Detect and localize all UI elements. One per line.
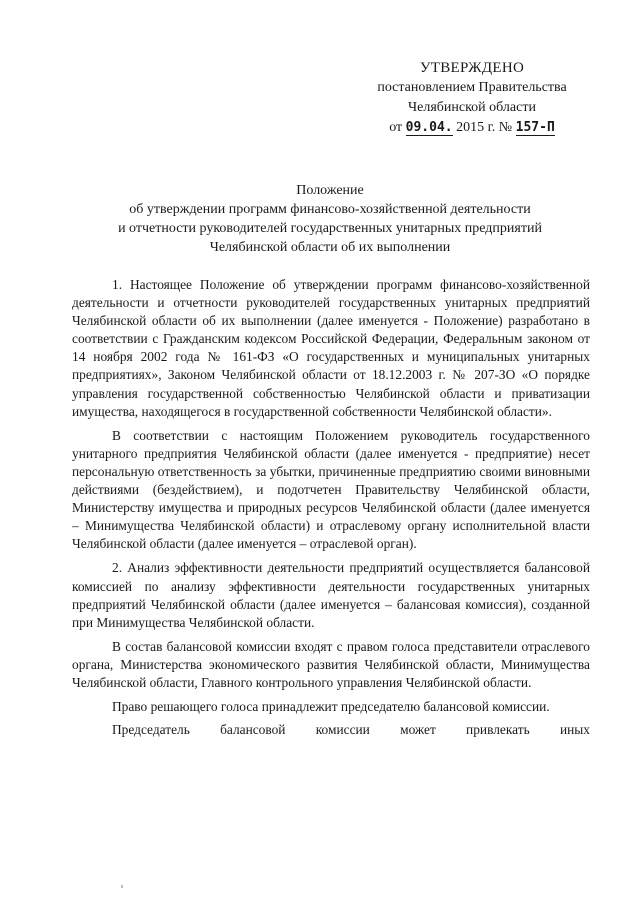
- paragraph-6: Председатель балансовой комиссии может привлекать иных: [112, 722, 590, 738]
- handwritten-number: 157-П: [515, 120, 555, 135]
- paragraph-2: В соответствии с настоящим Положением руководитель государственного унитарного предприятия Челябинской области (далее именуется - предприятие) несет персональную ответственность за убытки, причиненные предприятию своими виновными действиями (бездействием), и подотчетен Правительству Челябинской области, Министерству имущества и природных ресурсов Челябинской области (далее именуется – Минимущества Челябинской области) и отраслевому органу исполнительной власти Челябинской области (далее именуется – отраслевой орган).: [72, 427, 590, 552]
- date-suffix: 2015 г. №: [456, 120, 513, 135]
- paragraph-5: Право решающего голоса принадлежит председателю балансовой комиссии.: [112, 699, 550, 715]
- title-line-3: и отчетности руководителей государственных унитарных предприятий: [118, 221, 542, 236]
- approval-date-line: [352, 118, 592, 138]
- title-line-2: об утверждении программ финансово-хозяйственной деятельности: [129, 202, 531, 217]
- document-title: [70, 181, 590, 257]
- paragraph-3: 2. Анализ эффективности деятельности предприятий осуществляется балансовой комиссией по анализу эффективности деятельности государственных унитарных предприятий Челябинской области (далее именуется – балансовая комиссия), созданной при Минимущества Челябинской области.: [72, 560, 590, 630]
- title-line-1: Положение: [296, 183, 364, 198]
- paragraph-4: В состав балансовой комиссии входят с правом голоса представители отраслевого органа, Министерства экономического развития Челябинской области, Минимущества Челябинской области, Главного контрольного управления Челябинской области.: [72, 638, 590, 690]
- approval-line-region: Челябинской области: [408, 100, 536, 115]
- approval-line-government: постановлением Правительства: [377, 80, 567, 95]
- approval-stamp-block: [352, 58, 592, 138]
- date-prefix: от: [389, 120, 403, 135]
- title-line-4: Челябинской области об их выполнении: [209, 240, 451, 255]
- paragraph-1: 1. Настоящее Положение об утверждении программ финансово-хозяйственной деятельности и отчетности руководителей государственных унитарных предприятий Челябинской области об их выполнении (далее именуется - Положение) разработано в соответствии с Гражданским кодексом Российской Федерации, Федеральным законом от 14 ноября 2002 года № 161-ФЗ «О государственных и муниципальных унитарных предприятиях», Законом Челябинской области от 18.12.2003 г. № 207-ЗО «О порядке управления государственной собственностью Челябинской области и приватизации имущества, находящегося в государственной собственности Челябинской области».: [72, 277, 590, 419]
- approval-heading: УТВЕРЖДЕНО: [419, 60, 525, 76]
- document-body: [72, 276, 590, 739]
- scan-speck: [121, 885, 123, 888]
- handwritten-date: 09.04.: [405, 120, 453, 135]
